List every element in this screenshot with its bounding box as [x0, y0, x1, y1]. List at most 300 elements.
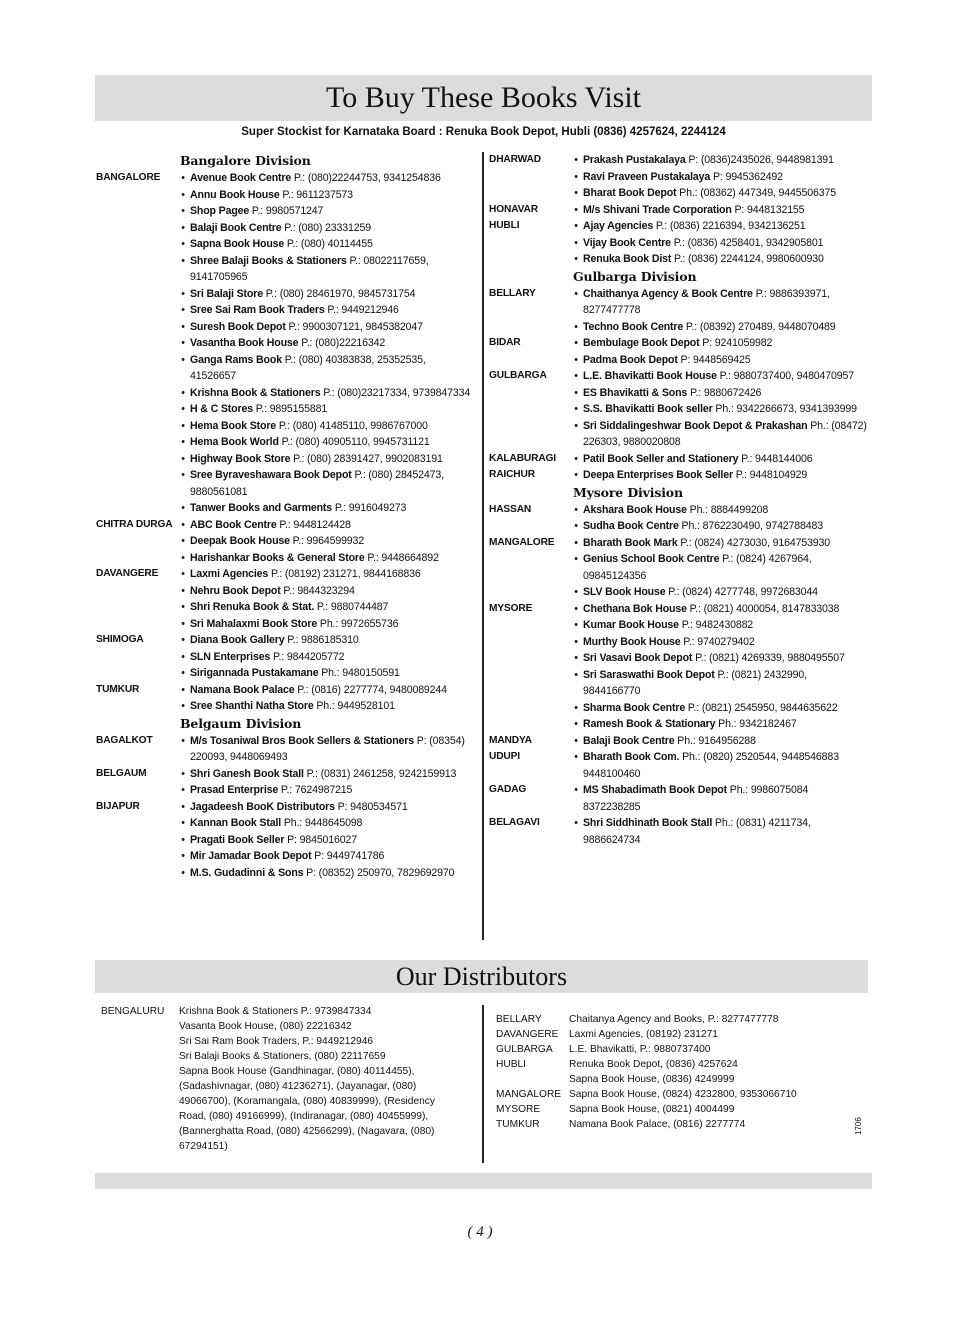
dealer-entry — [96, 451, 474, 468]
dealer-text — [583, 551, 867, 584]
dealer-entry — [489, 815, 867, 848]
dealer-contact: P: 9845016027 — [284, 833, 358, 846]
dealer-text — [190, 583, 474, 600]
city-label — [96, 253, 176, 286]
bullet-icon: • — [181, 353, 185, 366]
dealer-name: Padma Book Depot — [583, 353, 678, 366]
city-label: MYSORE — [489, 602, 533, 614]
dealer-contact: P.: 9448144006 — [738, 452, 813, 465]
city-label: BAGALKOT — [96, 734, 153, 746]
distributor-row — [496, 1117, 836, 1132]
city-label — [96, 649, 176, 666]
dealer-contact: Ph.: 9986075084 8372238285 — [583, 784, 809, 813]
dealer-name: Balaji Book Centre — [583, 734, 675, 747]
dealer-text — [583, 418, 867, 451]
bullet-icon: • — [181, 254, 185, 267]
city-label — [489, 551, 569, 584]
dealer-entry — [489, 733, 867, 750]
bullet-icon: • — [181, 700, 185, 712]
dealer-contact: P: 9241059982 — [699, 337, 773, 349]
dealer-entry — [489, 716, 867, 733]
bullet-icon: • — [181, 403, 185, 415]
dealer-contact: P.: 08022117659, 9141705965 — [190, 254, 429, 283]
dealer-contact: P.: 9880737400, 9480470957 — [716, 370, 855, 382]
dealer-text — [190, 815, 474, 832]
dealer-contact: P.: (080) 40383838, 25352535, 41526657 — [190, 353, 426, 382]
city-label — [489, 235, 569, 252]
dealer-entry — [489, 319, 867, 336]
left-dealer-column — [96, 152, 474, 881]
dealer-name: Renuka Book Dist — [583, 253, 672, 265]
dealer-entry — [96, 352, 474, 385]
dealer-text — [583, 667, 867, 700]
distributor-city — [101, 1034, 179, 1049]
dealer-entry — [96, 236, 474, 253]
distributor-row — [496, 1027, 836, 1042]
page-title: To Buy These Books Visit — [95, 75, 872, 121]
bullet-icon: • — [181, 850, 185, 862]
dealer-name: Ravi Praveen Pustakalaya — [583, 170, 711, 183]
city-label — [96, 865, 176, 882]
dealer-name: Shri Siddhinath Book Stall — [583, 817, 713, 829]
dealer-name: H & C Stores — [190, 403, 253, 415]
dealer-name: Ramesh Book & Stationary — [583, 718, 716, 730]
bullet-icon: • — [181, 551, 185, 564]
dealer-entry — [489, 551, 867, 584]
city-label — [96, 832, 176, 849]
dealer-contact: P.: 9448104929 — [732, 469, 808, 481]
dealer-text — [190, 451, 474, 468]
dealer-entry — [96, 418, 474, 435]
dealer-entry — [96, 848, 474, 865]
dealer-contact: P.: 9886185310 — [284, 634, 359, 646]
bullet-icon: • — [574, 536, 578, 549]
city-label — [96, 187, 176, 204]
dealer-name: Mir Jamadar Book Depot — [190, 850, 312, 862]
bullet-icon: • — [574, 520, 578, 532]
dealer-entry — [489, 451, 867, 468]
bullet-icon: • — [181, 767, 185, 780]
bullet-icon: • — [181, 667, 185, 679]
bullet-icon: • — [574, 419, 578, 432]
dealer-text — [190, 616, 474, 633]
dealer-entry — [489, 502, 867, 519]
distributor-city: MYSORE — [496, 1104, 541, 1115]
dealer-text — [583, 782, 867, 815]
city-label: MANDYA — [489, 734, 532, 746]
bullet-icon: • — [181, 436, 185, 448]
dealer-contact: Ph.: 9480150591 — [318, 667, 400, 679]
dealer-name: Laxmi Agencies — [190, 568, 269, 580]
bullet-icon: • — [181, 469, 185, 481]
dealer-entry — [96, 865, 474, 882]
dealer-text — [190, 434, 474, 451]
dealer-name: Namana Book Palace — [190, 683, 295, 696]
dealer-contact: P.: 9916049273 — [332, 502, 407, 514]
dealer-text — [190, 865, 474, 882]
dealer-entry — [489, 467, 867, 484]
dealer-name: Sri Saraswathi Book Depot — [583, 668, 715, 681]
dealer-text — [583, 202, 867, 219]
dealer-name: Highway Book Store — [190, 452, 291, 465]
dealer-entry — [96, 533, 474, 550]
dealer-entry — [96, 500, 474, 517]
dealer-contact: P.: (08192) 231271, 9844168836 — [268, 568, 421, 580]
dealer-text — [190, 566, 474, 583]
dealer-contact: P.: 9895155881 — [252, 403, 328, 415]
dealer-entry — [489, 368, 867, 385]
dealer-contact: P: 9945362492 — [710, 170, 783, 183]
bullet-icon: • — [574, 154, 578, 166]
dealer-entry — [96, 385, 474, 402]
dealer-text — [583, 335, 867, 352]
bullet-icon: • — [181, 650, 185, 663]
dealer-entry — [96, 583, 474, 600]
dealer-text — [190, 517, 474, 534]
dealer-text — [583, 650, 867, 667]
bullet-icon: • — [181, 419, 185, 432]
dealer-text — [190, 782, 474, 799]
dealer-text — [583, 584, 867, 601]
dealer-text — [190, 665, 474, 682]
city-label — [489, 617, 569, 634]
dealer-name: Shri Renuka Book & Stat. — [190, 601, 315, 613]
dealer-name: Vasantha Book House — [190, 337, 299, 349]
dealer-name: Pragati Book Seller — [190, 833, 285, 846]
distributor-row — [101, 1004, 461, 1019]
dealer-entry — [489, 202, 867, 219]
city-label — [489, 185, 569, 202]
dealer-contact: P: 9448132155 — [731, 203, 805, 216]
city-label — [96, 352, 176, 385]
dealer-contact: P: (0836)2435026, 9448981391 — [685, 154, 834, 166]
dealer-text — [583, 352, 867, 369]
city-label — [96, 599, 176, 616]
dealer-text — [190, 533, 474, 550]
distributor-text: Chaitanya Agency and Books, P.: 8277477778 — [569, 1014, 779, 1025]
bullet-icon: • — [574, 469, 578, 481]
dealer-name: Kannan Book Stall — [190, 817, 282, 829]
dealer-entry — [96, 401, 474, 418]
dealer-name: Sri Mahalaxmi Book Store — [190, 617, 318, 630]
dealer-text — [190, 632, 474, 649]
dealer-contact: Ph.: 8884499208 — [686, 503, 769, 516]
dealer-entry — [96, 335, 474, 352]
bullet-icon: • — [574, 817, 578, 829]
dealer-name: M/s Tosaniwal Bros Book Sellers & Stationers — [190, 734, 414, 747]
bullet-icon: • — [574, 718, 578, 730]
city-label — [489, 667, 569, 700]
city-label — [96, 220, 176, 237]
bullet-icon: • — [574, 403, 578, 415]
city-label: KALABURAGI — [489, 452, 556, 464]
city-label — [96, 533, 176, 550]
dealer-entry — [489, 667, 867, 700]
dealer-name: Sharma Book Centre — [583, 701, 686, 714]
dealer-contact: P.: 9886393971, 8277477778 — [583, 287, 830, 316]
dealer-text — [583, 700, 867, 717]
dealer-name: Shree Balaji Books & Stationers — [190, 254, 347, 267]
dealer-text — [190, 682, 474, 699]
city-label: BELLARY — [489, 287, 536, 299]
dealer-contact: P.: 9844323294 — [280, 584, 355, 597]
bullet-icon: • — [574, 253, 578, 265]
dealer-contact: P: (08352) 250970, 7829692970 — [303, 866, 455, 879]
dealer-contact: Ph.: (0831) 4211734, 9886624734 — [583, 817, 811, 846]
dealer-entry — [489, 650, 867, 667]
dealer-name: Ajay Agencies — [583, 220, 654, 232]
dealer-text — [583, 716, 867, 733]
dealer-entry — [489, 335, 867, 352]
bullet-icon: • — [181, 817, 185, 829]
distributor-text: Sapna Book House, (0836) 4249999 — [569, 1074, 735, 1085]
dealer-entry — [96, 203, 474, 220]
dealer-contact: Ph.: (08362) 447349, 9445506375 — [676, 187, 836, 199]
bullet-icon: • — [574, 701, 578, 714]
city-label — [489, 401, 569, 418]
dealer-name: Shop Pagee — [190, 205, 250, 217]
dealer-entry — [489, 286, 867, 319]
dealer-name: M.S. Gudadinni & Sons — [190, 866, 304, 879]
distributor-city: HUBLI — [496, 1059, 527, 1070]
dealer-text — [583, 385, 867, 402]
dealer-entry — [489, 235, 867, 252]
dealer-entry — [489, 251, 867, 268]
dealer-name: Deepak Book House — [190, 535, 290, 547]
dealer-text — [583, 617, 867, 634]
dealer-name: Tanwer Books and Garments — [190, 502, 333, 514]
dealer-name: Sirigannada Pustakamane — [190, 667, 319, 679]
bullet-icon: • — [181, 784, 185, 796]
dealer-name: M/s Shivani Trade Corporation — [583, 203, 732, 216]
distributor-row — [496, 1012, 836, 1027]
bullet-icon: • — [574, 236, 578, 249]
dealer-entry — [489, 385, 867, 402]
city-label: DHARWAD — [489, 154, 541, 165]
city-label: HASSAN — [489, 503, 532, 515]
dealer-contact: P.: 9980571247 — [249, 205, 324, 217]
dealer-contact: P.: 9900307121, 9845382047 — [285, 320, 423, 333]
city-label — [96, 286, 176, 303]
dealer-text — [583, 235, 867, 252]
city-label — [96, 302, 176, 319]
dealer-contact: P.: (080) 40114455 — [284, 238, 373, 250]
city-label — [96, 848, 176, 865]
distributor-city — [101, 1049, 179, 1064]
dealer-text — [190, 649, 474, 666]
dealer-text — [190, 302, 474, 319]
dealer-contact: P.: (0816) 2277774, 9480089244 — [294, 683, 447, 696]
bullet-icon: • — [574, 320, 578, 333]
bullet-icon: • — [574, 619, 578, 631]
dealer-name: Prakash Pustakalaya — [583, 154, 686, 166]
dealer-entry — [489, 518, 867, 535]
dealer-contact: Ph.: 9342182467 — [715, 718, 797, 730]
dealer-text — [583, 535, 867, 552]
dealer-contact: P: 9448569425 — [677, 353, 751, 366]
dealer-text — [583, 733, 867, 750]
dealer-name: SLV Book House — [583, 586, 666, 598]
distributor-text: Krishna Book & Stationers P.: 9739847334 — [179, 1006, 372, 1017]
city-label — [489, 169, 569, 186]
dealer-text — [583, 815, 867, 848]
dealer-contact: Ph.: 9449528101 — [313, 700, 395, 712]
dealer-contact: P: 9480534571 — [334, 800, 408, 813]
dealer-text — [190, 203, 474, 220]
dealer-entry — [96, 799, 474, 816]
dealer-text — [190, 733, 474, 766]
bullet-icon: • — [181, 205, 185, 217]
dealer-contact: P.: (080) 23331259 — [281, 221, 371, 234]
bullet-icon: • — [181, 518, 185, 531]
distributor-row — [496, 1042, 836, 1057]
dealer-name: Bharat Book Depot — [583, 187, 677, 199]
city-label — [96, 418, 176, 435]
bullet-icon: • — [574, 586, 578, 598]
distributors-divider — [482, 1005, 484, 1163]
dealer-name: Harishankar Books & General Store — [190, 551, 365, 564]
bullet-icon: • — [181, 833, 185, 846]
dealer-text — [190, 385, 474, 402]
bullet-icon: • — [181, 188, 185, 201]
dealer-entry — [96, 682, 474, 699]
dealer-name: Sri Vasavi Book Depot — [583, 652, 693, 664]
dealer-name: Deepa Enterprises Book Seller — [583, 469, 733, 481]
dealer-name: SLN Enterprises — [190, 650, 271, 663]
dealer-entry — [489, 601, 867, 618]
dealer-contact: Ph.: 9448645098 — [281, 817, 363, 829]
dealer-entry — [96, 733, 474, 766]
dealer-name: Bharath Book Com. — [583, 751, 680, 763]
dealer-name: ES Bhavikatti & Sons — [583, 386, 688, 399]
dealer-name: Vijay Book Centre — [583, 236, 671, 249]
city-label: GADAG — [489, 784, 527, 795]
distributor-city — [496, 1072, 569, 1087]
distributors-right-list — [496, 1012, 836, 1132]
city-label: CHITRA DURGA — [96, 518, 173, 530]
city-label — [489, 700, 569, 717]
dealer-text — [190, 253, 474, 286]
bullet-icon: • — [181, 683, 185, 696]
dealer-text — [190, 220, 474, 237]
bullet-icon: • — [181, 734, 185, 747]
bullet-icon: • — [181, 287, 185, 300]
dealer-entry — [96, 434, 474, 451]
distributor-row — [101, 1019, 461, 1034]
city-label — [96, 665, 176, 682]
dealer-contact: Ph.: 9342266673, 9341393999 — [712, 403, 857, 415]
dealer-entry — [96, 517, 474, 534]
bullet-icon: • — [574, 386, 578, 399]
city-label: BIDAR — [489, 337, 521, 348]
city-label — [489, 251, 569, 268]
distributor-city: TUMKUR — [496, 1119, 540, 1130]
city-label — [96, 782, 176, 799]
bullet-icon: • — [181, 172, 185, 184]
dealer-entry — [489, 352, 867, 369]
city-label — [489, 352, 569, 369]
dealer-name: Annu Book House — [190, 188, 280, 201]
dealer-contact: P.: (080) 28391427, 9902083191 — [290, 452, 443, 465]
bullet-icon: • — [181, 535, 185, 547]
dealer-text — [583, 185, 867, 202]
city-label — [96, 335, 176, 352]
dealer-text — [190, 352, 474, 385]
dealer-entry — [489, 584, 867, 601]
dealer-entry — [96, 286, 474, 303]
super-stockist-line: Super Stockist for Karnataka Board : Renuka Book Depot, Hubli (0836) 4257624, 2244124 — [241, 126, 726, 138]
dealer-entry — [96, 599, 474, 616]
city-label: TUMKUR — [96, 683, 140, 695]
distributor-city: MANGALORE — [496, 1089, 562, 1100]
city-label: GULBARGA — [489, 370, 547, 381]
dealer-name: Kumar Book House — [583, 619, 679, 631]
distributor-text: Sapna Book House, (0824) 4232800, 9353066710 — [569, 1089, 797, 1100]
dealer-name: Avenue Book Centre — [190, 172, 292, 184]
bullet-icon: • — [181, 568, 185, 580]
dealer-name: Hema Book World — [190, 436, 279, 448]
dealer-entry — [96, 253, 474, 286]
bullet-icon: • — [574, 553, 578, 565]
dealer-text — [583, 601, 867, 618]
dealer-contact: P.: 9448664892 — [364, 551, 439, 564]
dealer-text — [583, 169, 867, 186]
city-label: BELAGAVI — [489, 817, 540, 828]
dealer-name: S.S. Bhavikatti Book seller — [583, 403, 713, 415]
dealer-entry — [489, 152, 867, 169]
city-label — [96, 401, 176, 418]
bullet-icon: • — [181, 634, 185, 646]
dealer-text — [583, 152, 867, 169]
bullet-icon: • — [574, 784, 578, 796]
dealer-entry — [489, 185, 867, 202]
dealer-entry — [96, 550, 474, 567]
dealer-name: Chaithanya Agency & Book Centre — [583, 287, 753, 300]
dealer-name: Genius School Book Centre — [583, 553, 720, 565]
dealer-text — [190, 187, 474, 204]
dealer-name: Bembulage Book Depot — [583, 337, 700, 349]
dealer-contact: Ph.: 8762230490, 9742788483 — [678, 520, 824, 532]
dealer-text — [583, 368, 867, 385]
distributor-row — [496, 1102, 836, 1117]
dealer-text — [190, 418, 474, 435]
city-label: BELGAUM — [96, 767, 147, 779]
dealer-entry — [489, 782, 867, 815]
dealer-contact: P.: (0821) 2545950, 9844635622 — [685, 701, 838, 714]
city-label — [489, 518, 569, 535]
city-label — [96, 434, 176, 451]
dealer-text — [190, 286, 474, 303]
bullet-icon: • — [181, 617, 185, 630]
dealer-contact: P.: 9482430882 — [678, 619, 754, 631]
dealer-contact: Ph.: (0820) 2520544, 9448546883 9448100460 — [583, 751, 839, 780]
distributor-text: Sapna Book House (Gandhinagar, (080) 40114455), (Sadashivnagar, (080) 41236271), (Jayanagar, (080) 49066700), (Koramangala, (080) 40839999), (Residency Road, (080) 49166999), (Indiranagar, (080) 40455999), (Bannerghatta Road, (080) 42566299), (Nagavara, (080) 67294151) — [179, 1066, 435, 1152]
bullet-icon: • — [574, 203, 578, 216]
city-label — [96, 385, 176, 402]
dealer-contact: P.: 9880672426 — [687, 386, 762, 399]
dealer-contact: P.: 7624987215 — [278, 784, 353, 796]
dealer-text — [190, 698, 474, 715]
city-label: MANGALORE — [489, 536, 555, 548]
dealer-name: Suresh Book Depot — [190, 320, 286, 333]
dealer-name: Bharath Book Mark — [583, 536, 678, 549]
dealer-name: Diana Book Gallery — [190, 634, 285, 646]
city-label — [96, 319, 176, 336]
dealer-contact: P.: (0836) 2244124, 9980600930 — [671, 253, 824, 265]
dealer-text — [583, 251, 867, 268]
dealer-contact: P.: (080) 40905110, 9945731121 — [278, 436, 430, 448]
dealer-entry — [96, 467, 474, 500]
